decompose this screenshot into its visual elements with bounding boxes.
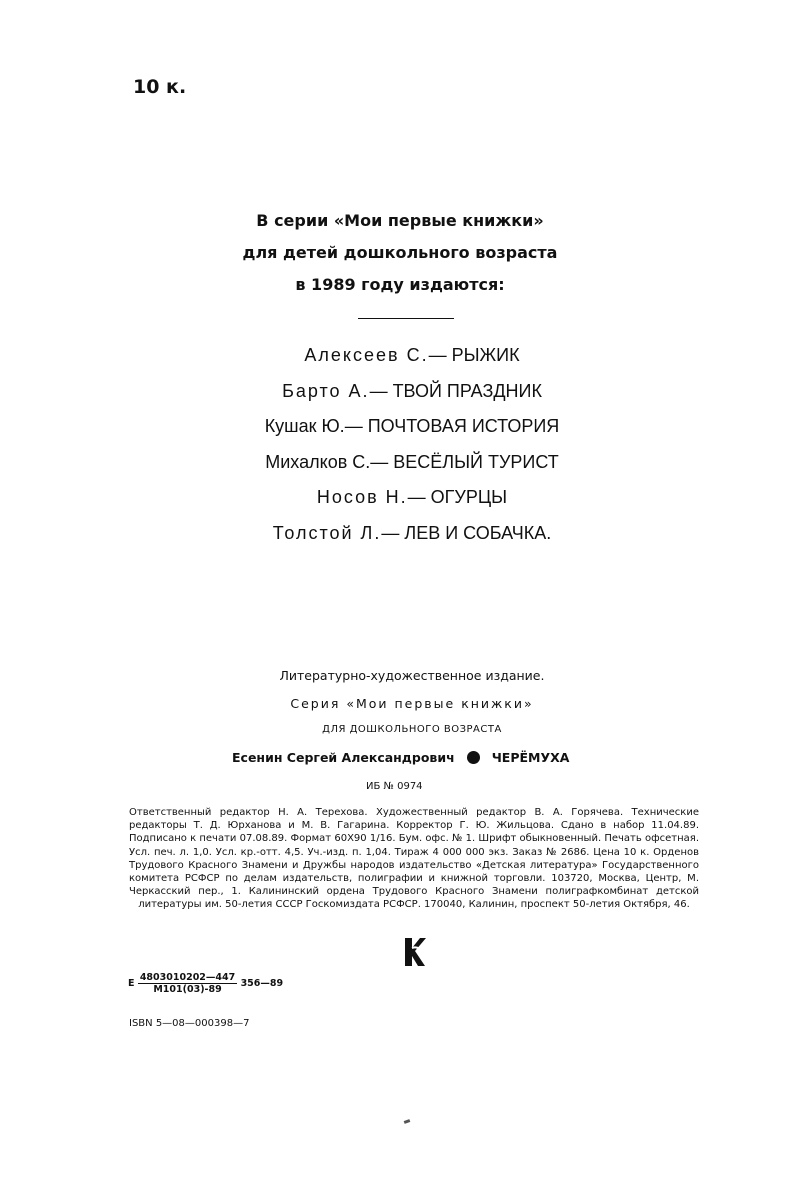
title-entry — [200, 480, 624, 516]
entry-author: Барто А. — [282, 380, 370, 401]
series-header-line-3: в 1989 году издаются: — [295, 275, 505, 294]
edition-genre: Литературно-художественное издание. — [279, 668, 545, 683]
edition-series: Серия «Мои первые книжки» — [290, 696, 534, 711]
title-entry — [200, 338, 624, 374]
book-author-title — [232, 750, 569, 765]
bullet-icon — [467, 751, 480, 764]
book-title: ЧЕРЁМУХА — [491, 750, 570, 765]
entry-title: — ПОЧТОВАЯ ИСТОРИЯ — [344, 416, 560, 436]
bbk-numerator: 4803010202—447 — [139, 972, 236, 983]
entry-title: — ТВОЙ ПРАЗДНИК — [369, 380, 542, 401]
titles-list — [200, 338, 624, 551]
series-announcement — [200, 205, 600, 301]
publication-credits — [129, 806, 699, 912]
bbk-fraction — [138, 972, 237, 995]
entry-author: Михалков С. — [265, 451, 371, 472]
series-header-line-1: В серии «Мои первые книжки» — [256, 211, 544, 230]
divider-rule — [358, 318, 454, 319]
edition-audience: ДЛЯ ДОШКОЛЬНОГО ВОЗРАСТА — [322, 724, 502, 735]
bbk-index — [128, 972, 283, 995]
entry-author: Носов Н. — [316, 487, 408, 507]
series-header-line-2: для детей дошкольного возраста — [242, 243, 558, 262]
title-entry — [200, 445, 624, 481]
bbk-prefix: Е — [128, 978, 135, 989]
entry-author: Кушак Ю. — [264, 416, 345, 436]
title-entry — [200, 374, 624, 410]
title-entry — [200, 516, 624, 552]
ib-number: ИБ № 0974 — [366, 781, 423, 792]
entry-title: — РЫЖИК — [428, 345, 520, 365]
publisher-logo-icon — [400, 934, 428, 970]
book-author: Есенин Сергей Александрович — [232, 750, 455, 765]
entry-title: — ЛЕВ И СОБАЧКА. — [381, 522, 552, 543]
isbn: ISBN 5—08—000398—7 — [129, 1018, 250, 1029]
entry-title: — ОГУРЦЫ — [407, 487, 508, 507]
entry-author: Толстой Л. — [272, 522, 382, 543]
print-speck — [404, 1119, 411, 1124]
entry-title: — ВЕСЁЛЫЙ ТУРИСТ — [370, 451, 559, 472]
price: 10 к. — [133, 76, 187, 98]
bbk-denominator: М101(03)-89 — [153, 984, 222, 995]
credits-text: Ответственный редактор Н. А. Терехова. Художественный редактор В. А. Горячева. Технические редакторы Т. Д. Юрханова и М. В. Гагарина. Корректор Г. Ю. Жильцова. Сдано в набор 11.04.89. Подписано к печати 07.08.89. Формат 60Х90 1/16. Бум. офс. № 1. Шрифт обыкновенный. Печать офсетная. Усл. печ. л. 1,0. Усл. кр.-отт. 4,5. Уч.-изд. п. 1,04. Тираж 4 000 000 экз. Заказ № 2686. Цена 10 к. Орденов Трудового Красного Знамени и Дружбы народов издательство «Детская литература» Государственного комитета РСФСР по делам издательств, полиграфии и книжной торговли. 103720, Москва, Центр, М. Черкасский пер., 1. Калининский ордена Трудового Красного Знамени полиграфкомбинат детской литературы им. 50-летия СССР Госкомиздата РСФСР. 170040, Калинин, проспект 50-летия Октября, 46. — [129, 807, 699, 911]
entry-author: Алексеев С. — [304, 345, 429, 365]
title-entry — [200, 409, 624, 445]
bbk-suffix: 356—89 — [240, 978, 284, 989]
